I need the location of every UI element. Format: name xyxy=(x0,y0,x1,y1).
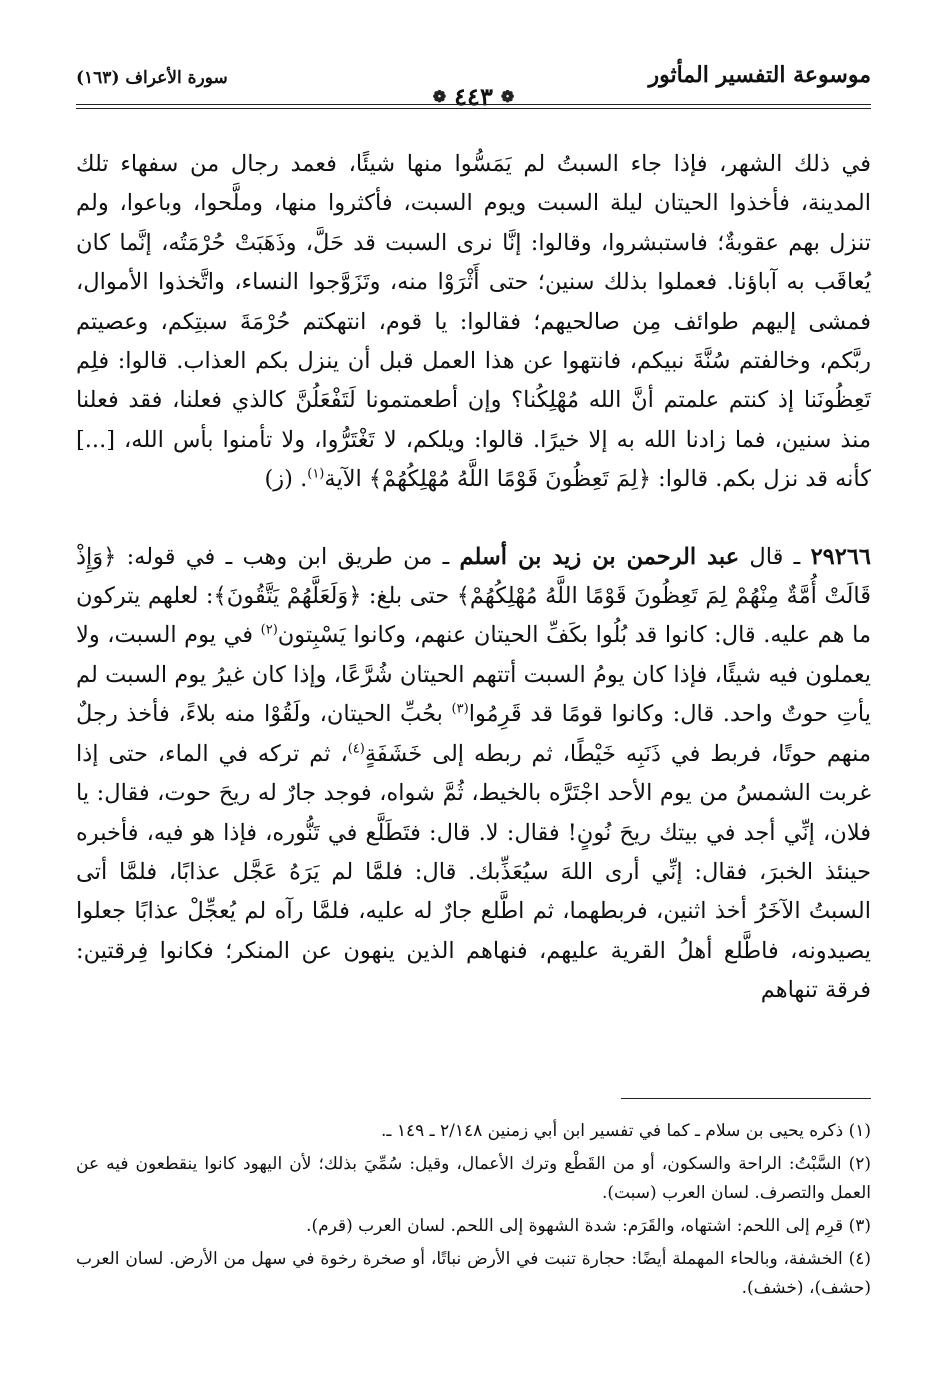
p2-line-7: ثم تركه في الماء، حتى إذا غربت الشمسُ من يوم الأحد اجْتَرَّه بالخيط، ثُمَّ شواه، xyxy=(76,740,871,807)
page-number xyxy=(433,82,514,111)
footnote-ref-1[interactable]: (١) xyxy=(307,466,325,482)
p2-line-3a: ما هم عليه. قال: كانوا قد بُلُوا بكَفِّ الحيتان عنهم، وكانوا يَسْبِتون xyxy=(277,622,871,649)
footnote-ref-2[interactable]: (٢) xyxy=(260,622,278,638)
paragraph-1 xyxy=(76,145,871,500)
paragraph-2 xyxy=(76,538,871,1011)
p2-line-2: قَالَتْ أُمَّةٌ مِنْهُمْ لِمَ تَعِظُونَ قَوْمًا اللَّهُ مُهْلِكُهُمْ﴾ حتى بلغ: ﴿وَلَعَلَّهُمْ يَتَّقُونَ﴾: لعلهم يتركون xyxy=(76,583,871,610)
p1-line-2: المدينة، فأخذوا الحيتان ليلة السبت ويوم السبت، فأكثروا منها، وملَّحوا، وباعوا، xyxy=(119,190,871,217)
p2-line-5a: غيرُ يوم السبت لم يأتِ حوتٌ واحد. قال: وكانوا قومًا قد قَرِمُوا xyxy=(76,661,871,728)
p2-line-11: فربطهما، ثم اطَّلع جارٌ له عليه، فلمَّا رآه لم يُعجِّلْ عذابًا جعلوا يصيدونه، فاطَّلع xyxy=(76,898,871,964)
source-code: . (ز) xyxy=(264,466,308,493)
narrator-name: عبد الرحمن بن زيد بن أسلم xyxy=(459,543,740,570)
footnote-ref-4[interactable]: (٤) xyxy=(347,741,365,757)
surah-reference: سورة الأعراف (١٦٣) xyxy=(76,68,228,88)
p1-line-7: بكم العذاب. قالوا: فلِم تَعِظُونَنا إذ كنتم علمتم أنَّ الله مُهْلِكُنا؟ وإن أطعمتمونا xyxy=(76,348,872,414)
p2-line-3b: في يوم xyxy=(184,622,261,649)
p1-line-9: لا تَغْتَرُّوا، ولا تأمنوا بأس الله، [...] كأنه قد نزل بكم. قالوا: ﴿لِمَ تَعِظُونَ قَوْمًا اللَّهُ xyxy=(76,426,871,493)
footnote-separator xyxy=(621,1098,871,1099)
footnote-3: (٣) قرِم إلى اللحم: اشتهاه، والقَرَم: شدة الشهوة إلى اللحم. لسان العرب (قرم). xyxy=(306,1216,871,1236)
p2-line-12: أهلُ القرية عليهم، فنهاهم الذين ينهون عن المنكر؛ فكانوا فِرقتين: فرقة تنهاهم xyxy=(76,937,871,1004)
p1-line-1: في ذلك الشهر، فإذا جاء السبتُ لم يَمَسُّوا منها شيئًا، فعمد رجال من سفهاء تلك xyxy=(76,151,872,177)
p1-line-4: إنَّما كان يُعاقَب به آباؤنا. فعملوا بذلك سنين؛ حتى أَثْرَوْا منه، وتَزَوَّجوا النساء، xyxy=(76,229,871,296)
left-ornament-icon: ❁ xyxy=(500,87,515,106)
page-header xyxy=(76,58,871,111)
intro-before: ـ قال xyxy=(739,543,811,570)
right-ornament-icon: ❁ xyxy=(432,87,447,106)
p2-line-5b: بحُبِّ الحيتان، xyxy=(319,701,452,728)
p2-line-6a: ولَقُوْا منه بلاءً، فأخذ رجلٌ منهم حوتًا، فربط في ذَنَبِه خَيْطًا، ثم ربطه إلى خَشَفَةٍ xyxy=(76,701,872,767)
entry-number: ٢٩٢٦٦ xyxy=(810,543,871,570)
p1-line-8: لَتَفْعَلُنَّ كالذي فعلنا، فقد فعلنا منذ سنين، فما زادنا الله به إلا خيرًا. قالوا: ويلكم، xyxy=(76,387,872,453)
p2-line-8: فوجد جارٌ له ريحَ حوت، فقال: يا فلان، إنِّي أجد في بيتك ريحَ نُونٍ! فقال: لا. xyxy=(76,780,871,846)
p2-line-9: قال: فتَطَلَّع في تَنُّوره، فإذا هو فيه، فأخبره حينئذ الخبرَ، فقال: إنِّي أرى اللهَ xyxy=(76,819,871,885)
p2-line-4: السبت، ولا يعملون فيه شيئًا، فإذا كان يومُ السبت أتتهم الحيتان شُرَّعًا، وإذا كان xyxy=(76,622,872,688)
p1-last-line: مُهْلِكُهُمْ﴾ الآية xyxy=(324,466,450,493)
p2-line-6b: ، xyxy=(340,740,348,767)
series-title: موسوعة التفسير المأثور xyxy=(648,62,871,88)
footnote-4: (٤) الخشفة، وبالحاء المهملة أيضًا: حجارة تنبت في الأرض نباتًا، أو صخرة رخوة في سهل من الأرض. لسان العرب (حشف)، (خشف). xyxy=(76,1249,871,1298)
footnotes xyxy=(76,1117,871,1307)
footnote-2: (٢) السَّبْتُ: الراحة والسكون، أو من القَطْع وترك الأعمال، وقيل: سُمِّيَ بذلك؛ لأن اليهود كانوا ينقطعون فيه عن العمل والتصرف. لسان العرب (سبت). xyxy=(76,1154,871,1203)
header-rule-secondary xyxy=(76,108,871,109)
body-text xyxy=(76,145,871,1011)
header-rule xyxy=(76,104,871,105)
footnote-1: (١) ذكره يحيى بن سلام ـ كما في تفسير ابن أبي زمنين ٢/١٤٨ ـ ١٤٩ ـ. xyxy=(381,1121,871,1141)
p1-line-3: ولم تنزل بهم عقوبةٌ؛ فاستبشروا، وقالوا: إنَّا نرى السبت قد حَلَّ، وذَهَبَتْ حُرْمَتُه، xyxy=(76,190,871,256)
p1-line-5: واتَّخذوا الأموال، فمشى إليهم طوائف مِن صالحيهم؛ فقالوا: يا قوم، انتهكتم حُرْمَةَ xyxy=(76,269,871,335)
p1-line-6: سبتِكم، وعصيتم ربَّكم، وخالفتم سُنَّةَ نبيكم، فانتهوا عن هذا العمل قبل أن ينزل xyxy=(76,308,871,375)
page-number-text: ٤٤٣ xyxy=(454,82,493,111)
p2-line-10: سيُعَذِّبك. قال: فلمَّا لم يَرَهُ عَجَّل عذابًا، فلمَّا أتى السبتُ الآخَرُ أخذ اثنين، xyxy=(76,858,871,925)
intro-after: ـ من طريق ابن وهب ـ في قوله: ﴿وَإِذْ xyxy=(76,543,460,570)
footnote-ref-3[interactable]: (٣) xyxy=(451,701,469,717)
